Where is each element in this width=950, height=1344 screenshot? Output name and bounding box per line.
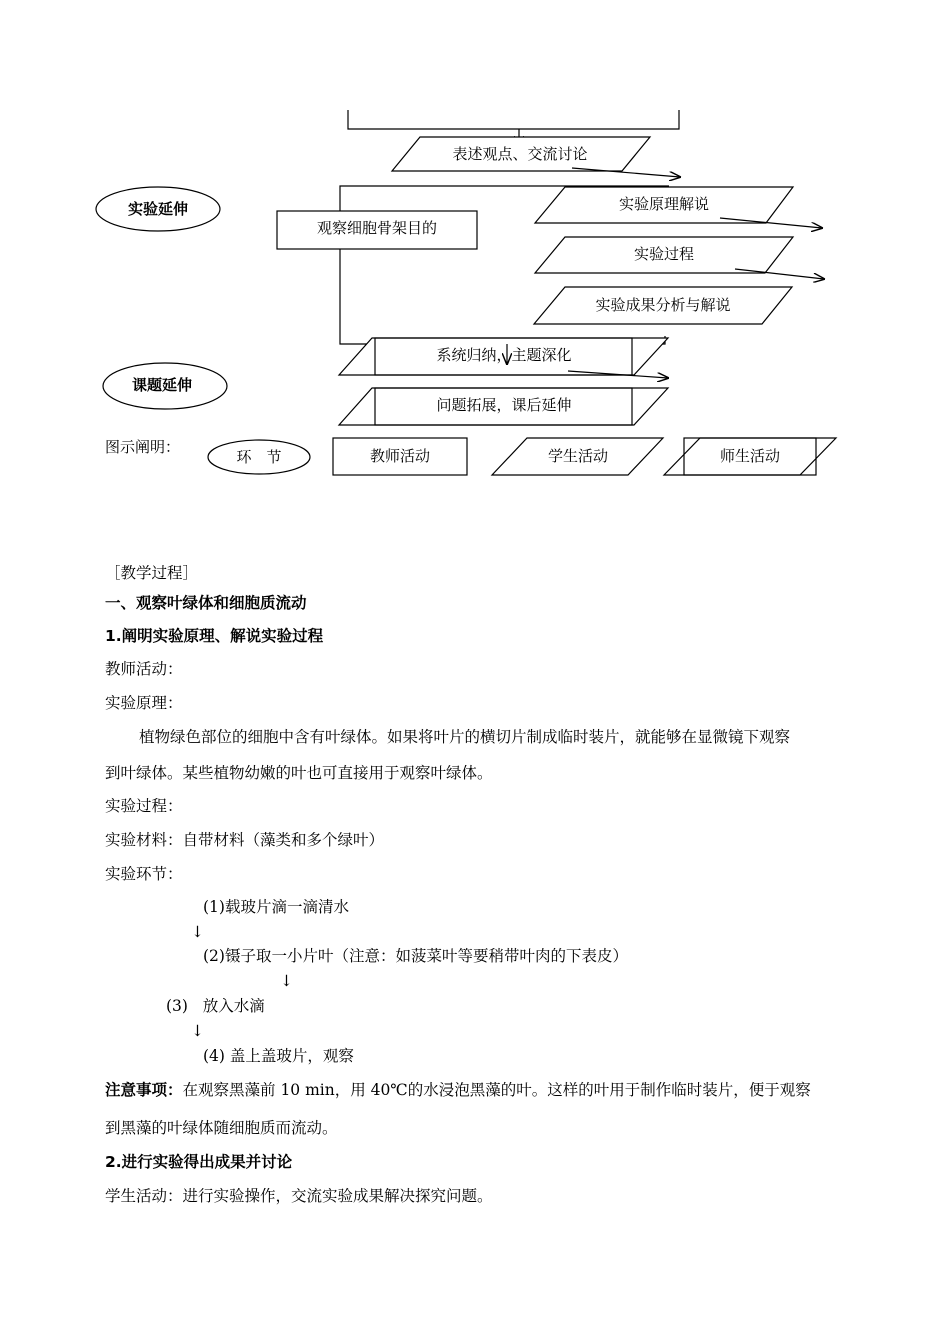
step-arrow-3: ↓	[191, 1022, 204, 1040]
section-tag: ［教学过程］	[105, 564, 199, 582]
step-arrow-1: ↓	[191, 923, 204, 941]
step-2: (2)镊子取一小片叶（注意：如菠菜叶等要稍带叶肉的下表皮）	[203, 947, 628, 965]
step-4: (4) 盖上盖玻片，观察	[203, 1047, 354, 1065]
step-arrow-2: ↓	[280, 972, 293, 990]
principle-para-line2: 到叶绿体。某些植物幼嫩的叶也可直接用于观察叶绿体。	[105, 764, 493, 782]
node-process-label: 实验过程	[633, 245, 695, 263]
legend-student-label: 学生活动	[547, 447, 609, 465]
top-bracket	[348, 110, 679, 129]
arrow-process-right	[735, 269, 824, 279]
note-line2: 到黑藻的叶绿体随细胞质而流动。	[105, 1119, 338, 1137]
legend-stage-label: 环 节	[236, 448, 282, 466]
node-observe-purpose-label: 观察细胞骨架目的	[316, 219, 438, 237]
node-principle-label: 实验原理解说	[618, 195, 710, 213]
node-extension-label: 问题拓展，课后延伸	[436, 396, 572, 414]
step-1: (1)载玻片滴一滴清水	[203, 898, 349, 916]
heading-2-2: 2.进行实验得出成果并讨论	[105, 1153, 293, 1171]
student-activity-line: 学生活动：进行实验操作，交流实验成果解决探究问题。	[105, 1187, 493, 1205]
principle-label: 实验原理：	[105, 694, 183, 712]
note-text: 在观察黑藻前 10 min，用 40℃的水浸泡黑藻的叶。这样的叶用于制作临时装片，便于观察	[182, 1081, 811, 1099]
legend-joint-label: 师生活动	[719, 447, 781, 465]
stage-experiment-ext-label: 实验延伸	[127, 200, 189, 218]
stage-topic-ext-label: 课题延伸	[131, 376, 193, 394]
process-label: 实验过程：	[105, 797, 183, 815]
legend-teacher-label: 教师活动	[369, 447, 431, 465]
principle-para-line1: 植物绿色部位的细胞中含有叶绿体。如果将叶片的横切片制成临时装片，就能够在显微镜下观察	[139, 728, 791, 746]
teacher-activity-label: 教师活动：	[105, 660, 183, 678]
heading-1: 一、观察叶绿体和细胞质流动	[105, 594, 307, 612]
materials-line: 实验材料：自带材料（藻类和多个绿叶）	[105, 831, 385, 849]
arrow-express-right	[572, 168, 680, 177]
node-analysis-label: 实验成果分析与解说	[595, 296, 731, 314]
node-summary-label: 系统归纳，主题深化	[436, 346, 572, 364]
steps-label: 实验环节：	[105, 865, 183, 883]
legend-title: 图示阐明：	[105, 438, 181, 456]
step-3: (3) 放入水滴	[166, 997, 265, 1015]
note-label: 注意事项：	[105, 1081, 183, 1099]
flowchart-diagram	[0, 0, 950, 500]
note-line1	[105, 1080, 811, 1100]
node-express-label: 表述观点、交流讨论	[452, 145, 588, 163]
heading-2-1: 1.阐明实验原理、解说实验过程	[105, 627, 324, 645]
